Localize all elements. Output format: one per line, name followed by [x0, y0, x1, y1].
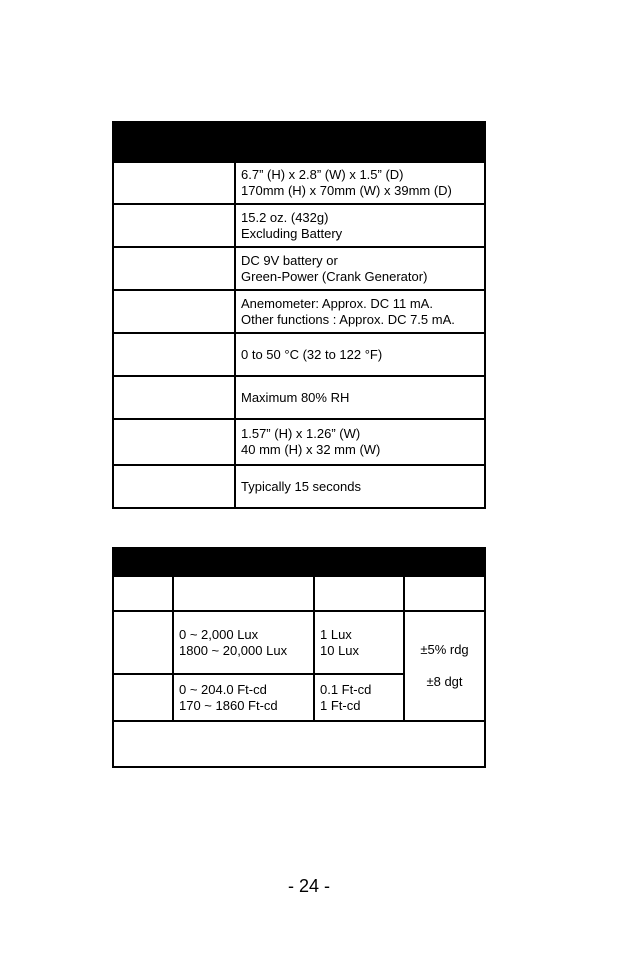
table-row — [113, 611, 485, 674]
row-value-cell — [235, 247, 485, 290]
value-line: Typically 15 seconds — [241, 478, 361, 494]
row-label-cell — [113, 333, 235, 376]
resolution-cell — [314, 674, 404, 721]
value-line: 40 mm (H) x 32 mm (W) — [241, 442, 381, 457]
table-header-bar — [113, 548, 485, 576]
table-row — [113, 247, 485, 290]
accuracy-line: ±5% rdg — [420, 642, 469, 657]
row-label-cell — [113, 465, 235, 508]
value-line: 6.7” (H) x 2.8” (W) x 1.5” (D) — [241, 167, 404, 182]
row-value-cell — [235, 376, 485, 419]
value-line: Other functions : Approx. DC 7.5 mA. — [241, 311, 455, 327]
row-label-cell — [113, 376, 235, 419]
row-value-cell — [235, 204, 485, 247]
row-value-cell — [235, 162, 485, 204]
row-label-cell — [113, 290, 235, 333]
row-label-cell — [113, 204, 235, 247]
light-measurement-table — [112, 547, 486, 768]
row-label-cell — [113, 611, 173, 674]
value-line: DC 9V battery or — [241, 252, 338, 268]
accuracy-cell — [404, 611, 485, 721]
value-line: 170mm (H) x 70mm (W) x 39mm (D) — [241, 183, 452, 198]
value-line: 15.2 oz. (432g) — [241, 209, 329, 225]
table-row — [113, 162, 485, 204]
row-value-cell — [235, 419, 485, 465]
row-label-cell — [113, 419, 235, 465]
row-label-cell — [113, 674, 173, 721]
row-value-cell — [235, 465, 485, 508]
resolution-line: 10 Lux — [320, 642, 360, 658]
value-line: 0 to 50 °C (32 to 122 °F) — [241, 346, 383, 362]
range-cell — [173, 674, 314, 721]
header-cell — [314, 576, 404, 611]
range-line: 0 ~ 2,000 Lux — [179, 626, 259, 642]
row-label-cell — [113, 162, 235, 204]
footer-cell — [113, 721, 485, 767]
range-line: 170 ~ 1860 Ft-cd — [179, 697, 278, 713]
resolution-cell — [314, 611, 404, 674]
header-cell — [113, 576, 173, 611]
resolution-line: 1 Ft-cd — [320, 697, 361, 713]
value-line: Maximum 80% RH — [241, 389, 350, 405]
table-row — [113, 465, 485, 508]
value-line: Excluding Battery — [241, 225, 343, 241]
column-header-row — [113, 576, 485, 611]
table-row — [113, 376, 485, 419]
value-line: 1.57” (H) x 1.26” (W) — [241, 426, 361, 441]
table-row — [113, 290, 485, 333]
table-row — [113, 204, 485, 247]
header-cell — [404, 576, 485, 611]
value-line: Green-Power (Crank Generator) — [241, 268, 428, 284]
resolution-line: 1 Lux — [320, 626, 352, 642]
table-row — [113, 419, 485, 465]
range-line: 1800 ~ 20,000 Lux — [179, 642, 288, 658]
page-number: - 24 - — [287, 876, 330, 896]
accuracy-line: ±8 dgt — [426, 674, 463, 689]
value-line: Anemometer: Approx. DC 11 mA. — [241, 295, 433, 311]
header-cell — [173, 576, 314, 611]
row-value-cell — [235, 333, 485, 376]
table-row — [113, 333, 485, 376]
footer-row — [113, 721, 485, 767]
row-label-cell — [113, 247, 235, 290]
specifications-table — [112, 121, 486, 509]
range-cell — [173, 611, 314, 674]
range-line: 0 ~ 204.0 Ft-cd — [179, 681, 267, 697]
table-header-bar — [113, 122, 485, 162]
row-value-cell — [235, 290, 485, 333]
resolution-line: 0.1 Ft-cd — [320, 681, 372, 697]
